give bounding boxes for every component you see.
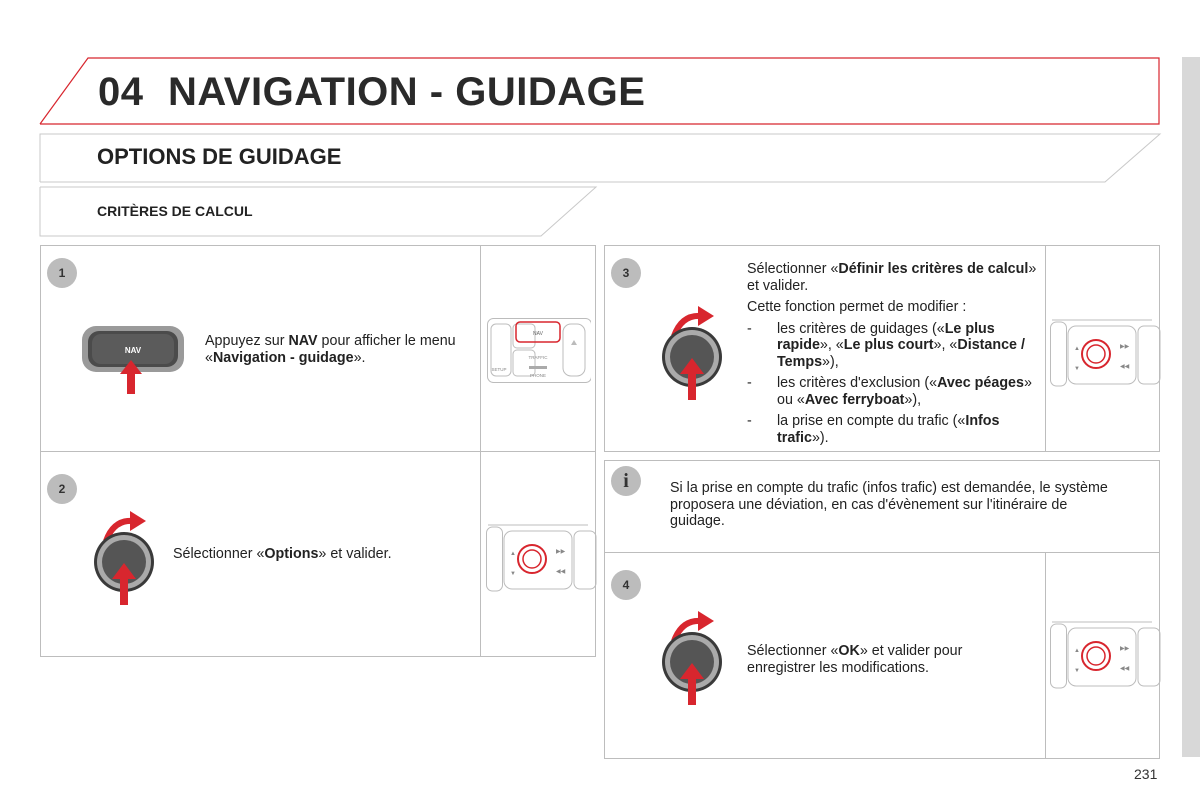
console-panel-icon bbox=[1050, 612, 1162, 692]
svg-text:◀◀: ◀◀ bbox=[556, 569, 566, 575]
step-1-text: Appuyez sur NAV pour afficher le menu «Navigation - guidage». bbox=[205, 333, 456, 366]
nav-button-label: NAV bbox=[124, 346, 142, 355]
step-3-bullet: - la prise en compte du trafic («Infos trafic»). bbox=[747, 413, 1000, 446]
svg-text:PHONE: PHONE bbox=[529, 373, 547, 378]
step-3-badge: 3 bbox=[611, 258, 641, 288]
svg-text:▼: ▼ bbox=[1074, 668, 1080, 674]
section-title: OPTIONS DE GUIDAGE bbox=[97, 144, 342, 169]
svg-text:▼: ▼ bbox=[510, 571, 516, 577]
rotary-knob-illustration bbox=[660, 605, 730, 705]
chapter-number: 04 bbox=[98, 70, 144, 114]
svg-text:▶▶: ▶▶ bbox=[556, 549, 566, 555]
step-3-bullet: - les critères d'exclusion («Avec péages» ou «Avec ferryboat»), bbox=[747, 375, 1032, 408]
subsection-title: CRITÈRES DE CALCUL bbox=[97, 203, 253, 219]
console-panel-icon bbox=[1050, 310, 1162, 390]
step-1-badge: 1 bbox=[47, 258, 77, 288]
console-panel-icon bbox=[486, 515, 598, 595]
step-4-badge: 4 bbox=[611, 570, 641, 600]
step-3-text bbox=[747, 261, 1037, 446]
chapter-sidebar-strip bbox=[1182, 57, 1200, 757]
rotary-knob-illustration bbox=[92, 505, 162, 605]
nav-button-illustration bbox=[80, 322, 190, 400]
svg-text:▶▶: ▶▶ bbox=[1120, 646, 1130, 652]
step-3-description: Cette fonction permet de modifier : bbox=[747, 299, 967, 315]
step-3-bullet: - les critères de guidages («Le plus rapide», «Le plus court», «Distance / Temps»), bbox=[747, 320, 1025, 370]
svg-text:▲: ▲ bbox=[1074, 648, 1080, 654]
svg-text:▲: ▲ bbox=[510, 551, 516, 557]
chapter-title: NAVIGATION - GUIDAGE bbox=[168, 70, 646, 114]
step-4-text: Sélectionner «OK» et valider pour enregistrer les modifications. bbox=[747, 643, 963, 676]
svg-text:◀◀: ◀◀ bbox=[1120, 666, 1130, 672]
svg-text:▶▶: ▶▶ bbox=[1120, 344, 1130, 350]
rotary-knob-illustration bbox=[660, 300, 730, 400]
page-number: 231 bbox=[1134, 766, 1158, 782]
svg-text:▲: ▲ bbox=[1074, 346, 1080, 352]
svg-text:▼: ▼ bbox=[1074, 366, 1080, 372]
svg-text:◀◀: ◀◀ bbox=[1120, 364, 1130, 370]
svg-text:TRAFFIC: TRAFFIC bbox=[528, 355, 548, 360]
info-icon: i bbox=[611, 466, 641, 496]
svg-text:SETUP: SETUP bbox=[491, 367, 507, 372]
svg-text:NAV: NAV bbox=[533, 331, 543, 337]
step-2-badge: 2 bbox=[47, 474, 77, 504]
info-note-text: Si la prise en compte du trafic (infos trafic) est demandée, le système proposera une déviation, en cas d'évènement sur l'itinéraire de guidage. bbox=[670, 480, 1108, 529]
step-2-text: Sélectionner «Options» et valider. bbox=[173, 546, 392, 562]
step-3-intro: Sélectionner «Définir les critères de calcul» et valider. bbox=[747, 261, 1037, 294]
console-panel-icon bbox=[487, 318, 591, 384]
